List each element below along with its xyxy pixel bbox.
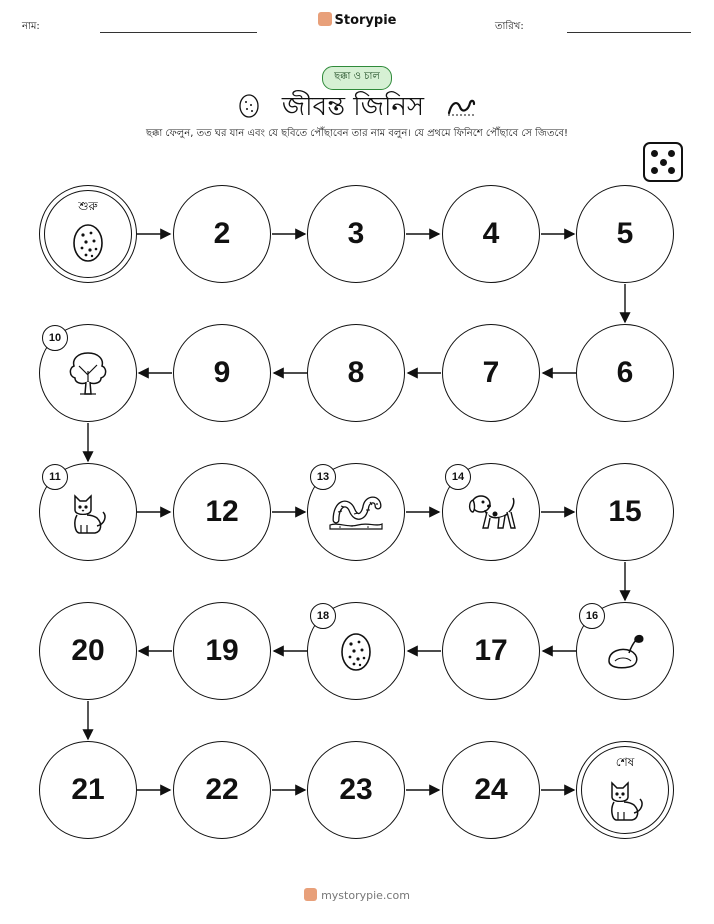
end-label: শেষ: [615, 755, 635, 769]
cell-number: 4: [482, 217, 500, 250]
cell-number: 6: [616, 356, 634, 389]
board-cell: [173, 324, 271, 422]
footer-logo-icon: [304, 888, 317, 901]
cell-number: 12: [205, 495, 239, 528]
cell-number: 15: [608, 495, 642, 528]
board-cell-end: [576, 741, 674, 839]
cell-number: 19: [205, 634, 239, 667]
board-cell: [307, 741, 405, 839]
board-cell: [173, 185, 271, 283]
board-cell-start: [39, 185, 137, 283]
cell-number: 3: [347, 217, 365, 250]
board-cell: [442, 324, 540, 422]
board-cell: [576, 185, 674, 283]
cell-number-badge: 11: [42, 464, 68, 490]
board-cell: [173, 463, 271, 561]
start-label: শুরু: [78, 199, 98, 213]
date-label: তারিখ:: [495, 21, 524, 32]
cell-number-badge: 18: [310, 603, 336, 629]
game-type-badge: ছক্কা ও চাল: [322, 66, 392, 90]
cell-number-badge: 13: [310, 464, 336, 490]
board-cell: [39, 602, 137, 700]
brand-logo-icon: [318, 12, 332, 26]
egg-icon: [238, 92, 260, 118]
cell-number: 8: [347, 356, 365, 389]
board-cell: [442, 741, 540, 839]
cell-number: 23: [339, 773, 373, 806]
cell-number: 21: [71, 773, 105, 806]
board-cell: [173, 741, 271, 839]
cell-number-badge: 14: [445, 464, 471, 490]
cell-number: 22: [205, 773, 239, 806]
title-text: জীবন্ত জিনিস: [281, 92, 425, 122]
board-cell: [442, 602, 540, 700]
date-line[interactable]: [567, 32, 691, 33]
cell-number: 20: [71, 634, 105, 667]
board-cell: [307, 185, 405, 283]
page-title: [0, 86, 714, 130]
cell-number: 24: [474, 773, 508, 806]
footer: [0, 888, 714, 902]
cell-number: 17: [474, 634, 508, 667]
board-cell: [442, 185, 540, 283]
board-cell: [576, 324, 674, 422]
worm-icon: [446, 95, 476, 117]
cell-number-badge: 10: [42, 325, 68, 351]
name-label: নাম:: [22, 21, 40, 32]
cell-number: 2: [213, 217, 231, 250]
brand: [0, 12, 714, 28]
footer-url: mystorypie.com: [321, 889, 410, 902]
instructions: ছক্কা ফেলুন, তত ঘর যান এবং যে ছবিতে পৌঁছাবেন তার নাম বলুন। যে প্রথমে ফিনিশে পৌঁছাবে সে জিতবে!: [145, 128, 569, 139]
board-cell: [576, 463, 674, 561]
cell-number: 9: [213, 356, 231, 389]
cell-number: 7: [482, 356, 500, 389]
cell-number-badge: 16: [579, 603, 605, 629]
name-line[interactable]: [100, 32, 257, 33]
brand-name: Storypie: [334, 13, 397, 28]
cell-number: 5: [616, 217, 634, 250]
board-cell: [173, 602, 271, 700]
board-cell: [39, 741, 137, 839]
dice-icon: [643, 142, 683, 182]
board-cell: [307, 324, 405, 422]
